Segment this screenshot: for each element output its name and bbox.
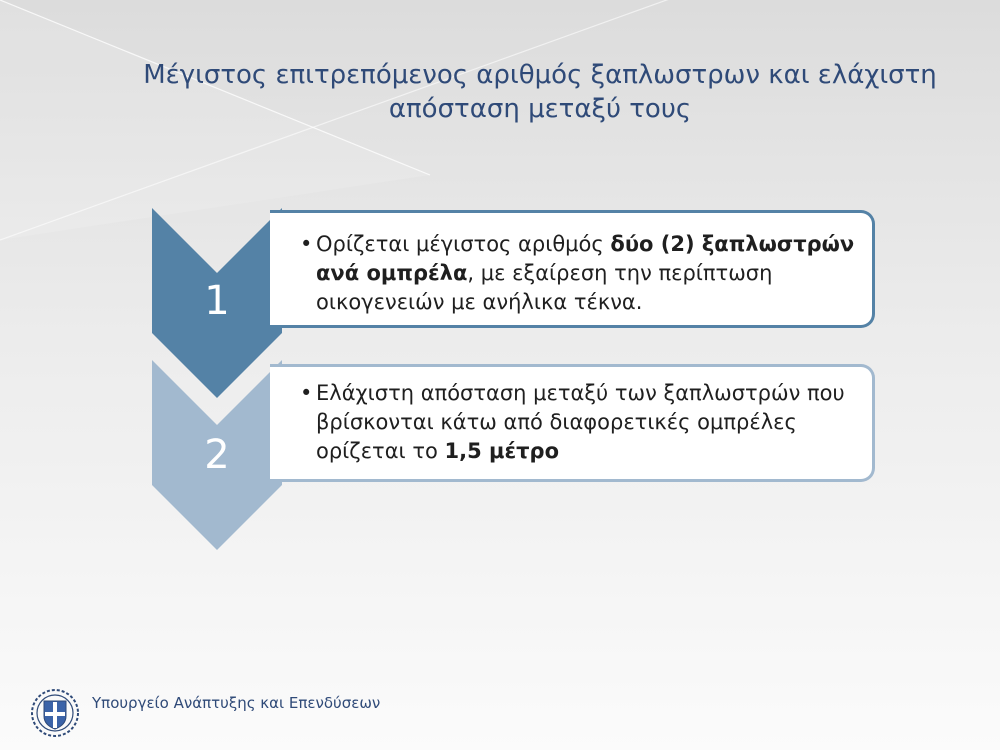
step-2-text-bold: 1,5 μέτρο [444, 439, 560, 463]
footer-ministry: Υπουργείο Ανάπτυξης και Επενδύσεων [92, 694, 381, 712]
step-2-text-before: Ελάχιστη απόσταση μεταξύ των ξαπλωστρών που βρίσκονται κάτω από διαφορετικές ομπρέλες ορίζεται το [316, 381, 845, 463]
step-2-text [300, 379, 865, 466]
bullet-icon: • [300, 232, 313, 256]
title-line-2: απόσταση μεταξύ τους [388, 94, 692, 124]
step-1-text [300, 230, 865, 317]
step-1-number: 1 [204, 278, 230, 324]
step-2-number: 2 [204, 432, 230, 478]
step-1-text-bold: δύο (2) ξαπλωστρών ανά ομπρέλα [316, 232, 855, 285]
bullet-icon: • [300, 381, 313, 405]
slide-title [120, 58, 960, 126]
step-1-text-after: , με εξαίρεση την περίπτωση οικογενειών με ανήλικα τέκνα. [316, 261, 773, 314]
step-1-text-before: Ορίζεται μέγιστος αριθμός [316, 232, 611, 256]
title-line-1: Μέγιστος επιτρεπόμενος αριθμός ξαπλωστρων και ελάχιστη [143, 60, 937, 90]
greek-coat-of-arms-icon [30, 688, 80, 738]
